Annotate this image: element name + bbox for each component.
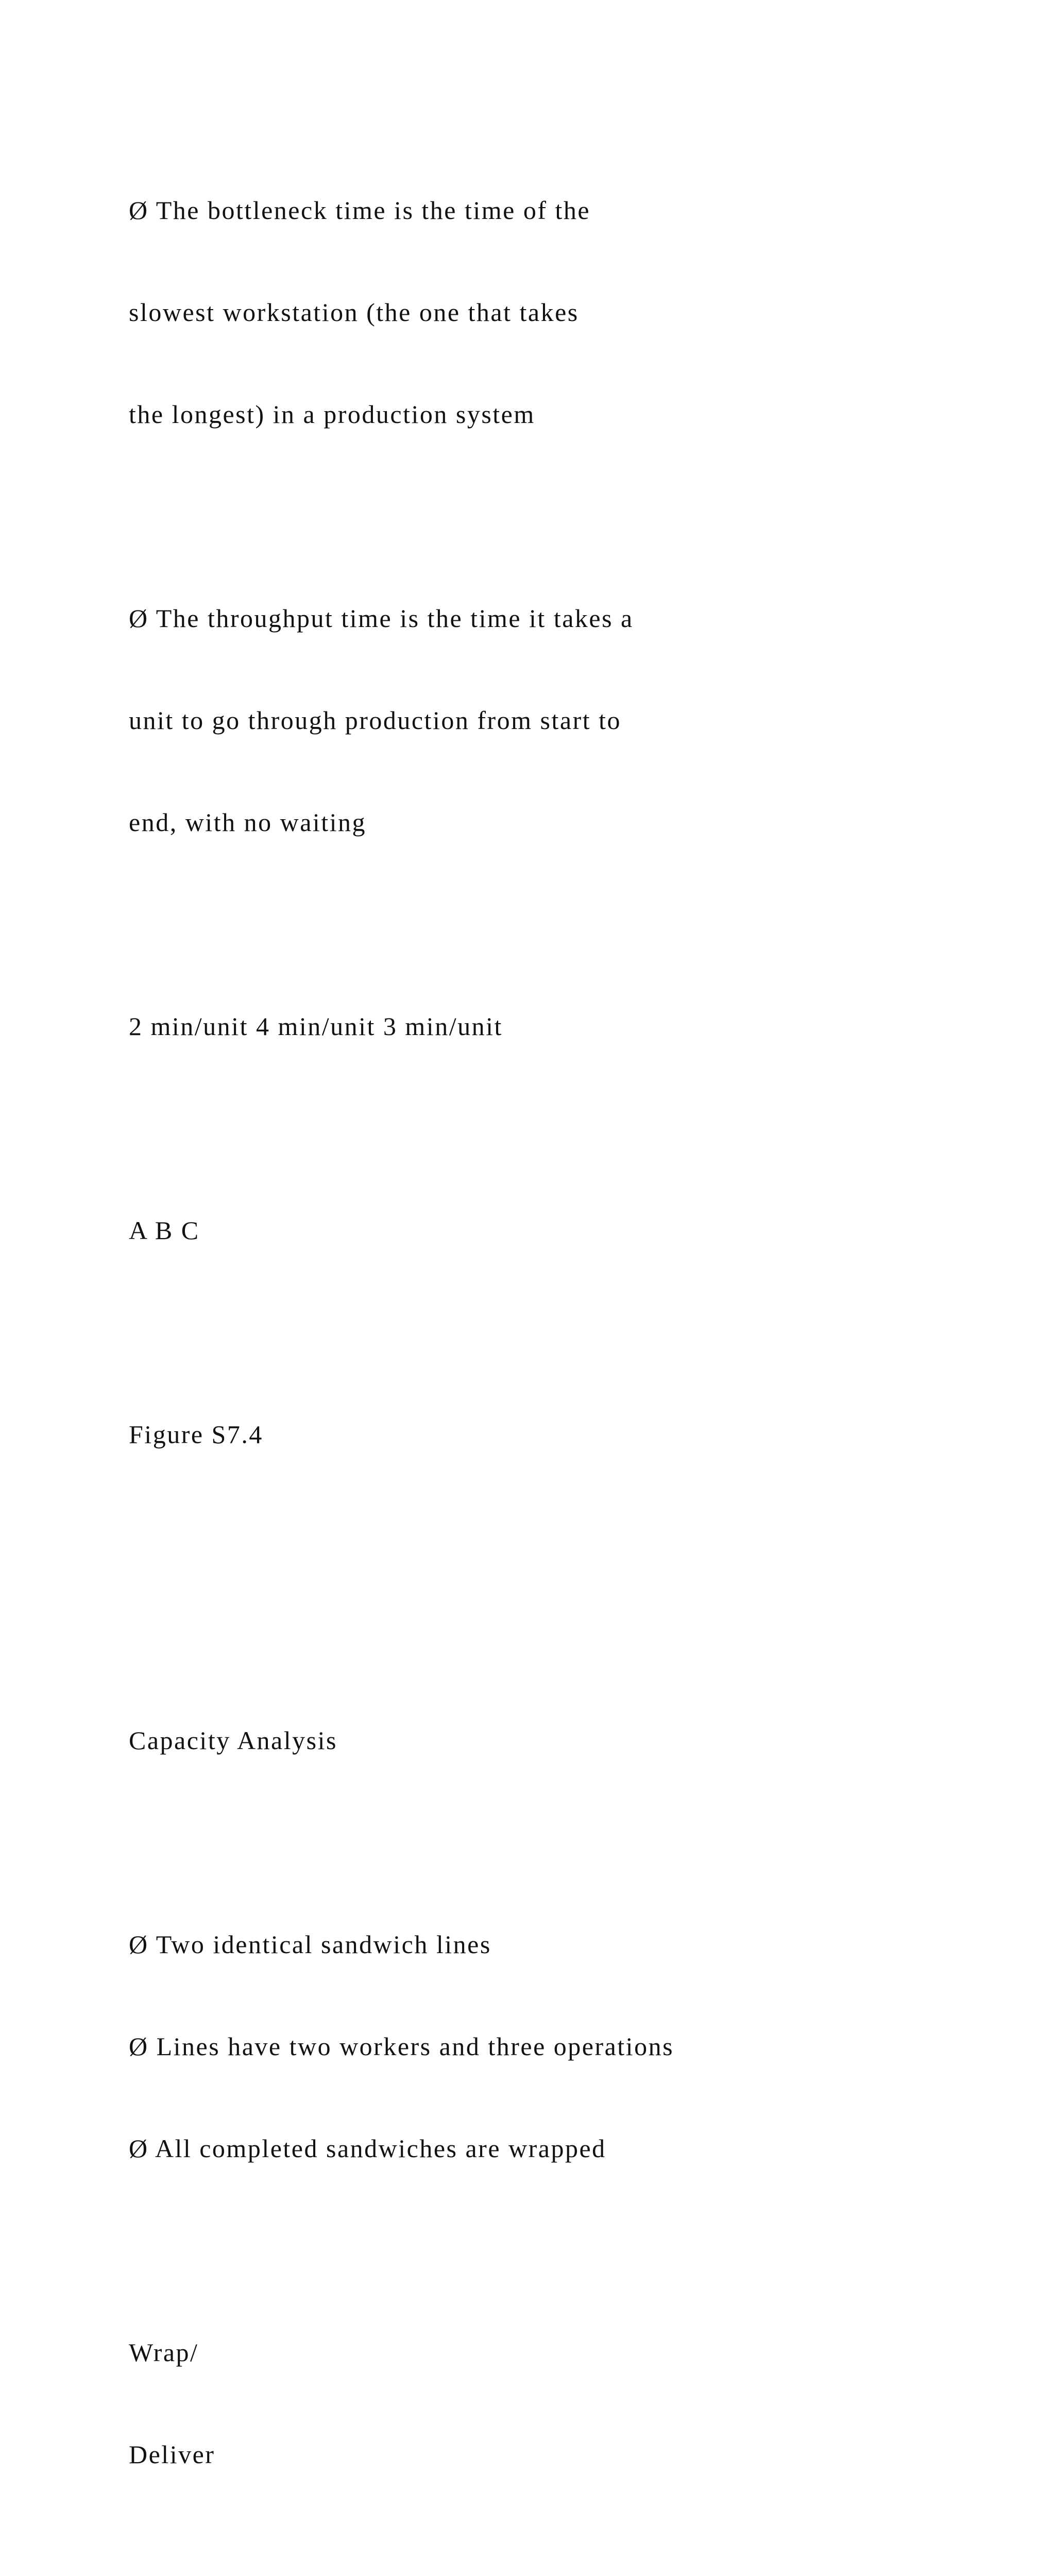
- text-line: unit to go through production from start to: [129, 706, 622, 735]
- text-line: Ø The bottleneck time is the time of the: [129, 196, 591, 225]
- bottleneck-definition: [129, 125, 1005, 499]
- text-line: the longest) in a production system: [129, 400, 535, 429]
- text-line: 2 min/unit 4 min/unit 3 min/unit: [129, 1012, 503, 1041]
- bullet-item: Ø All completed sandwiches are wrapped: [129, 2134, 606, 2163]
- text-line: Wrap/: [129, 2338, 199, 2367]
- text-line: Deliver: [129, 2440, 215, 2469]
- figure-stations: [129, 1145, 1005, 1315]
- text-line: A B C: [129, 1216, 200, 1245]
- text-line: Ø The throughput time is the time it takes a: [129, 604, 634, 633]
- section-heading: [129, 1655, 1005, 1825]
- text-line: Capacity Analysis: [129, 1726, 337, 1755]
- text-line: slowest workstation (the one that takes: [129, 298, 579, 327]
- wrap-deliver-label: [129, 2267, 1005, 2539]
- text-line: Figure S7.4: [129, 1420, 263, 1449]
- throughput-definition: [129, 533, 1005, 907]
- capacity-bullets: [129, 1859, 1005, 2233]
- bullet-item: Ø Lines have two workers and three operations: [129, 2032, 674, 2061]
- wrap-deliver-time: [129, 2573, 1005, 2576]
- figure-times: [129, 941, 1005, 1111]
- bullet-item: Ø Two identical sandwich lines: [129, 1930, 491, 1959]
- document-body: [129, 125, 1005, 2576]
- section-spacer: [129, 1553, 1005, 1655]
- figure-caption: [129, 1349, 1005, 1519]
- text-line: end, with no waiting: [129, 808, 367, 837]
